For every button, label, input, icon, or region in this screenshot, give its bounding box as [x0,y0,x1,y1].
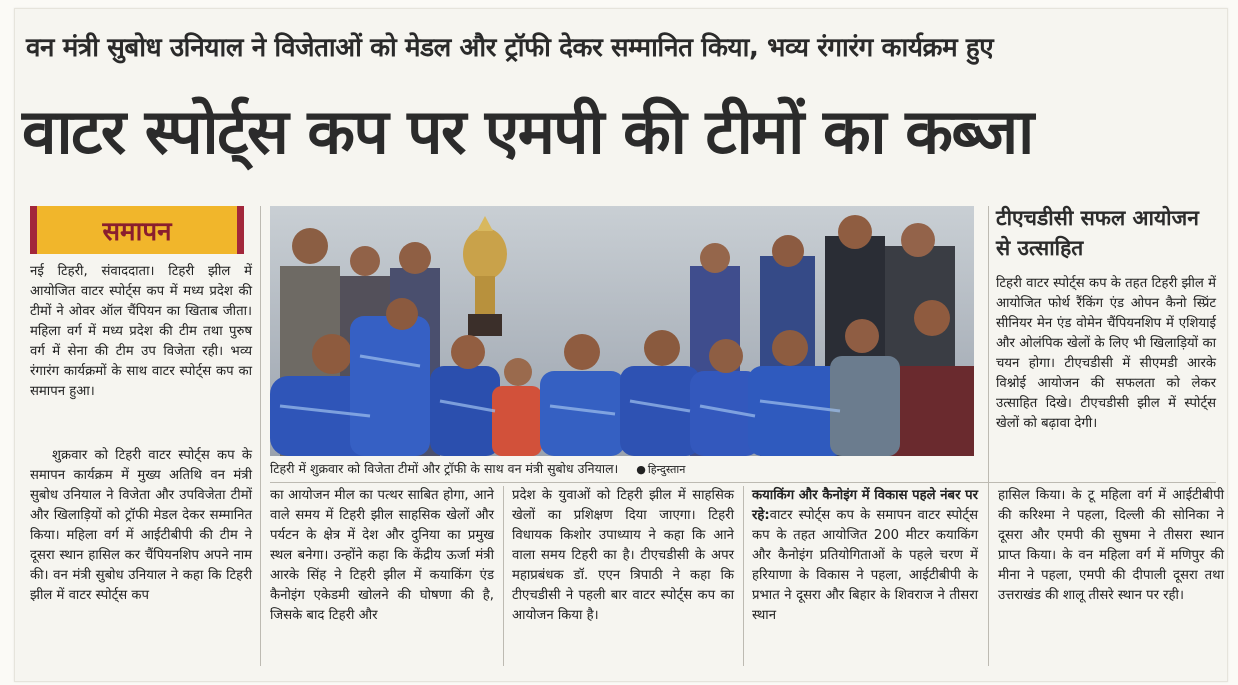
article-column-1: शुक्रवार को टिहरी वाटर स्पोर्ट्स कप के समापन कार्यक्रम में मुख्य अतिथि वन मंत्री सुबोध उनियाल ने विजेता और उपविजेता टीमों और खिलाड़ियों को ट्रॉफी मेडल देकर सम्मानित किया। महिला वर्ग में आईटीबीपी की टीम ने दूसरा स्थान हासिल कर चैंपियनशिप अपने नाम की। वन मंत्री सुबोध उनियाल ने कहा कि टिहरी झील में वाटर स्पोर्ट्स कप [30,448,252,603]
caption-text: टिहरी में शुक्रवार को विजेता टीमों और ट्रॉफी के साथ वन मंत्री सुबोध उनियाल। [270,461,619,476]
article-column-4 [752,486,978,626]
row-divider [270,482,1216,483]
column-4-text: वाटर स्पोर्ट्स कप के समापन वाटर स्पोर्ट्स कप के तहत आयोजित 200 मीटर कयाकिंग और कैनोइंग प्रतियोगिताओं के पहले चरण में हरियाणा के विकास ने पहला, आईटीबीपी के प्रभात ने दूसरा और बिहार के शिवराज ने तीसरा स्थान [752,508,978,623]
photo-caption [270,458,974,480]
team-photo [270,206,974,456]
column-divider [988,206,989,666]
column-divider [260,206,261,666]
column-divider [743,486,744,666]
credit-text: हिन्दुस्तान [647,463,686,476]
sidebar-article: टिहरी वाटर स्पोर्ट्स कप के तहत टिहरी झील में आयोजित फोर्थ रैंकिंग एंड ओपन कैनो स्प्रिंट सीनियर मेन एंड वोमेन चैंपियनशिप में एशियाई और ओलंपिक खेलों के लिए भी खिलाड़ियों का चयन होगा। टीएचडीसी में सीएमडी आरके विश्नोई आयोजन की सफलता को लेकर उत्साहित दिखे। टीएचडीसी झील में स्पोर्ट्स खेलों को बढ़ावा देगी। [996,276,1216,431]
column-divider [503,486,504,666]
section-badge: समापन [30,206,244,254]
subhead-kayaking: कयाकिंग और कैनोइंग में विकास पहले नंबर पर रहे: [752,488,978,523]
article-column-3: प्रदेश के युवाओं को टिहरी झील में साहसिक खेलों का प्रशिक्षण दिया जाएगा। टिहरी विधायक किशोर उपाध्याय ने कहा कि आने वाला समय टिहरी का है। टीएचडीसी के अपर महाप्रबंधक डॉ. एएन त्रिपाठी ने कहा कि टीएचडीसी ने पहली बार वाटर स्पोर्ट्स कप का आयोजन किया है। [512,488,734,623]
sidebar-headline: टीएचडीसी सफल आयोजन से उत्साहित [996,206,1199,260]
team-photo-illustration [270,206,974,456]
kicker-headline: वन मंत्री सुबोध उनियाल ने विजेताओं को मेडल और ट्रॉफी देकर सम्मानित किया, भव्य रंगारंग कार्यक्रम हुए [26,33,994,63]
article-column-2: का आयोजन मील का पत्थर साबित होगा, आने वाले समय में टिहरी झील साहसिक खेलों और पर्यटन के क्षेत्र में देश और दुनिया का प्रमुख स्थल बनेगा। उन्होंने कहा कि केंद्रीय ऊर्जा मंत्री आरके सिंह ने टिहरी झील में कयाकिंग एंड कैनोइंग एकेडमी खोलने की घोषणा की है, जिसके बाद टिहरी और [270,488,494,623]
article-intro: नई टिहरी, संवाददाता। टिहरी झील में आयोजित वाटर स्पोर्ट्स कप में मध्य प्रदेश की टीमों ने ओवर ऑल चैंपियन का खिताब जीता। महिला वर्ग में मध्य प्रदेश की टीम तथा पुरुष वर्ग में सेना की टीम उप विजेता रही। भव्य रंगारंग कार्यक्रमों के साथ वाटर स्पोर्ट्स कप का समापन हुआ। [30,264,252,399]
article-column-5: हासिल किया। के टू महिला वर्ग में आईटीबीपी की करिश्मा ने पहला, दिल्ली की सोनिका ने दूसरा और एमपी की सुषमा ने तीसरा स्थान प्राप्त किया। के वन महिला वर्ग में मणिपुर की मीना ने पहला, एमपी की दीपाली दूसरा तथा उत्तराखंड की शालू तीसरे स्थान पर रही। [998,488,1224,603]
photo-credit: ● हिन्दुस्तान [636,463,686,476]
main-headline: वाटर स्पोर्ट्स कप पर एमपी की टीमों का कब्जा [22,95,1033,168]
